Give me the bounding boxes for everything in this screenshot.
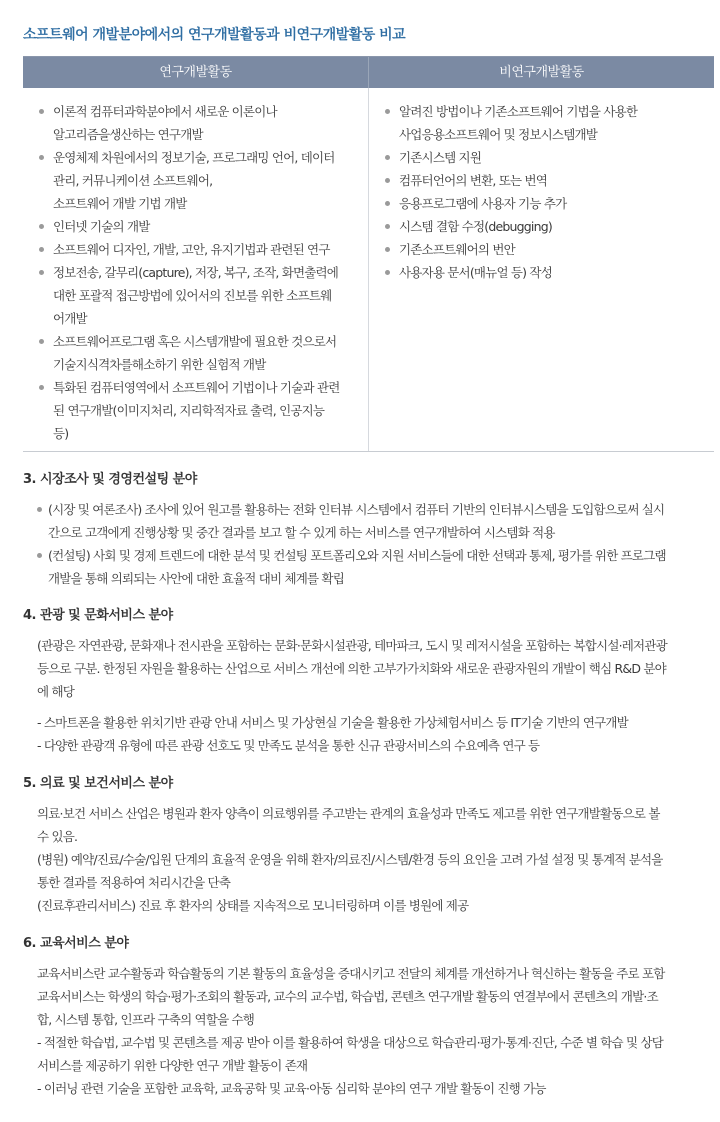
bullet-icon <box>37 507 42 512</box>
table-body <box>23 88 714 451</box>
bullet-icon <box>39 270 44 275</box>
bullet-icon <box>385 178 390 183</box>
list-item: 소프트웨어 디자인, 개발, 고안, 유지기법과 관련된 연구 <box>39 238 358 261</box>
rd-column <box>23 88 368 451</box>
bullet-icon <box>385 109 390 114</box>
bullet-icon <box>37 553 42 558</box>
list-item: 소프트웨어프로그램 혹은 시스템개발에 필요한 것으로서 기술지식격차를해소하기 위한 실험적 개발 <box>39 330 358 376</box>
list-item: 운영체제 차원에서의 정보기술, 프로그래밍 언어, 데이터 관리, 커뮤니케이션 소프트웨어, 소프트웨어 개발 기법 개발 <box>39 146 358 215</box>
section-heading: 6. 교육서비스 분야 <box>23 936 129 951</box>
section-paragraph: 교육서비스란 교수활동과 학습활동의 기본 활동의 효율성을 증대시키고 전달의 체계를 개선하거나 혁신하는 활동을 주로 포함 교육서비스는 학생의 학습·평가·조회의 활동과, 교수의 교수법, 학습법, 콘텐츠 연구개발 활동의 연결부에서 콘텐츠의 개발·조 합, 시스템 통합, 인프라 구축의 역할을 수행 - 적절한 학습법, 교수법 및 콘텐츠를 제공 받아 이를 활용하여 학생을 대상으로 학습관리·평가·통계·진단, 수준 별 학습 및 상담 서비스를 제공하기 위한 다양한 연구 개발 활동이 존재 - 이러닝 관련 기술을 포함한 교육학, 교육공학 및 교육·아동 심리학 분야의 연구 개발 활동이 진행 가능 <box>37 966 665 1096</box>
list-item: 응용프로그램에 사용자 기능 추가 <box>385 192 704 215</box>
bullet-icon <box>385 247 390 252</box>
list-item: 기존소프트웨어의 번안 <box>385 238 704 261</box>
bullet-icon <box>385 270 390 275</box>
section-heading: 4. 관광 및 문화서비스 분야 <box>23 608 173 623</box>
list-item: (컨설팅) 사회 및 경제 트렌드에 대한 분석 및 컨설팅 포트폴리오와 지원 서비스들에 대한 선택과 통제, 평가를 위한 프로그램 개발을 통해 의뢰되는 사안에 대한 효율적 대비 체계를 확립 <box>37 544 714 590</box>
section-heading: 5. 의료 및 보건서비스 분야 <box>23 776 173 791</box>
page-title: 소프트웨어 개발분야에서의 연구개발활동과 비연구개발활동 비교 <box>23 27 406 43</box>
bullet-icon <box>39 155 44 160</box>
list-item: 알려진 방법이나 기존소프트웨어 기법을 사용한 사업응용소프트웨어 및 정보시스템개발 <box>385 100 704 146</box>
section-market-research <box>23 470 714 590</box>
bullet-icon <box>39 224 44 229</box>
bullet-icon <box>39 339 44 344</box>
section-medical <box>23 774 714 917</box>
bullet-icon <box>39 109 44 114</box>
list-item: 시스템 결함 수정(debugging) <box>385 215 704 238</box>
list-item: 기존시스템 지원 <box>385 146 704 169</box>
bullet-icon <box>39 247 44 252</box>
section-education <box>23 934 714 1100</box>
header-rd: 연구개발활동 <box>159 65 232 80</box>
list-item: 사용자용 문서(매뉴얼 등) 작성 <box>385 261 704 284</box>
section-heading: 3. 시장조사 및 경영컨설팅 분야 <box>23 472 197 487</box>
list-item: 컴퓨터언어의 변환, 또는 번역 <box>385 169 704 192</box>
non-rd-column <box>368 88 714 451</box>
list-item: 정보전송, 갈무리(capture), 저장, 복구, 조작, 화면출력에 대한 포괄적 접근방법에 있어서의 진보를 위한 소프트웨 어개발 <box>39 261 358 330</box>
bullet-icon <box>385 224 390 229</box>
bullet-icon <box>385 155 390 160</box>
list-item: (시장 및 여론조사) 조사에 있어 원고를 활용하는 전화 인터뷰 시스템에서 컴퓨터 기반의 인터뷰시스템을 도입함으로써 실시 간으로 고객에게 진행상황 및 중간 결과를 보고 할 수 있게 하는 서비스를 연구개발하여 시스템화 적용 <box>37 498 714 544</box>
list-item: 이론적 컴퓨터과학분야에서 새로운 이론이나 알고리즘을생산하는 연구개발 <box>39 100 358 146</box>
header-non-rd: 비연구개발활동 <box>368 57 714 88</box>
comparison-table <box>23 56 714 452</box>
section-paragraph: 의료·보건 서비스 산업은 병원과 환자 양측이 의료행위를 주고받는 관계의 효율성과 만족도 제고를 위한 연구개발활동으로 볼 수 있음. (병원) 예약/진료/수술/입원 단계의 효율적 운영을 위해 환자/의료진/시스템/환경 등의 요인을 고려 가설 설정 및 통계적 분석을 통한 결과를 적용하여 처리시간을 단축 (진료후관리서비스) 진료 후 환자의 상태를 지속적으로 모니터링하며 이를 병원에 제공 <box>37 806 663 913</box>
list-item: 인터넷 기술의 개발 <box>39 215 358 238</box>
section-paragraph: (관광은 자연관광, 문화재나 전시관을 포함하는 문화·문화시설관광, 테마파크, 도시 및 레저시설을 포함하는 복합시설·레저관광 등으로 구분. 한정된 자원을 활용하는 산업으로 서비스 개선에 의한 고부가가치화와 새로운 관광자원의 개발이 핵심 R&D 분야 에 해당 - 스마트폰을 활용한 위치기반 관광 안내 서비스 및 가상현실 기술을 활용한 가상체험서비스 등 IT기술 기반의 연구개발 - 다양한 관광객 유형에 따른 관광 선호도 및 만족도 분석을 통한 신규 관광서비스의 수요예측 연구 등 <box>37 638 667 753</box>
bullet-icon <box>385 201 390 206</box>
list-item: 특화된 컴퓨터영역에서 소프트웨어 기법이나 기술과 관련 된 연구개발(이미지처리, 지리학적자료 출력, 인공지능 등) <box>39 376 358 445</box>
bullet-icon <box>39 385 44 390</box>
table-header-row <box>23 57 714 88</box>
section-tourism <box>23 606 714 757</box>
